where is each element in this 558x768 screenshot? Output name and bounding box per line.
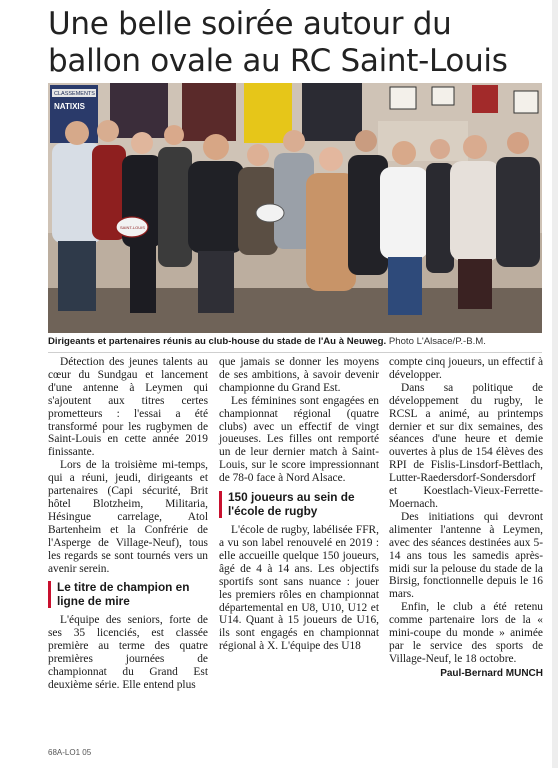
column-3 <box>389 356 543 681</box>
paragraph: L'équipe des seniors, forte de ses 35 licenciés, est classée première au terme des quatre premières journées de championnat du Grand Est deuxième série. Elle entend plus <box>48 614 208 691</box>
article-headline: Une belle soirée autour du ballon ovale au RC Saint-Louis <box>48 6 508 79</box>
ball-label: SAINT-LOUIS <box>120 225 145 230</box>
sponsor-banner-top: CLASSEMENTS <box>54 91 95 97</box>
sponsor-banner-name: NATIXIS <box>54 102 85 111</box>
paragraph: Des initiations qui devront alimenter l'antenne à Leymen, avec des séances destinées aux 5-14 ans tous les samedis après-midi sur la pelouse du stade de la Birsig, fonctionnelle depuis le 16 mars. <box>389 510 543 601</box>
paragraph: L'école de rugby, labélisée FFR, a vu son label renouvelé en 2019 : elle accueille quelque 150 joueurs, âgé de 4 à 14 ans. Les objectifs sportifs sont sans nuance : jouer les premiers rôles en championnat départemental en U8, U10, U12 et U14. Quant à 15 joueurs de U16, ils sont engagés en championnat régional à X. L'équipe des U18 <box>219 524 379 653</box>
paragraph: Les féminines sont engagées en championnat régional (quatre clubs) avec un effectif de vingt joueuses. Les filles ont remporté un de leur dernier match à Saint-Louis, sur le score impressionnant de 78-0 face à Nord Alsace. <box>219 394 379 485</box>
paragraph: compte cinq joueurs, un effectif à développer. <box>389 356 543 381</box>
subheading: 150 joueurs au sein de l'école de rugby <box>219 491 379 518</box>
page-code: 68A-LO1 05 <box>48 748 92 757</box>
subheading: Le titre de champion en ligne de mire <box>48 581 208 608</box>
paragraph: Détection des jeunes talents au cœur du Sundgau et lancement d'une antenne à Leymen qui s'ajoutent aux titres certes prometteurs : l'essai a été transformé pour les rugbymen de Saint-Louis en cette année 2019 finissante. <box>48 356 208 459</box>
caption-text: Dirigeants et partenaires réunis au club-house du stade de l'Au à Neuweg. <box>48 336 387 347</box>
paragraph: Lors de la troisième mi-temps, qui a réuni, jeudi, dirigeants et partenaires (Capi sécurité, Brit hôtel Blotzheim, Militaria, Hésingue carrelage, Atol Bartenheim et la Confrérie de l'Asperge de Village-Neuf), tous les regards se sont tournés vers un avenir serein. <box>48 459 208 575</box>
photo-credit: Photo L'Alsace/P.-B.M. <box>388 336 486 347</box>
paragraph: Dans sa politique de développement du rugby, le RCSL a animé, au printemps dernier et sur dix semaines, des séances d'une heure et demie ouvertes à plus de 154 élèves des RPI de Fislis-Linsdorf-Bettlach, Lutter-Raedersdorf-Sondersdorf et Koestlach-Vieux-Ferrette-Moernach. <box>389 381 543 510</box>
column-2 <box>219 356 379 653</box>
paragraph: que jamais se donner les moyens de ses ambitions, à savoir devenir championne du Grand Est. <box>219 356 379 394</box>
paragraph: Enfin, le club a été retenu comme partenaire lors de la « mini-coupe du monde » animée par le service des sports de Village-Neuf, le 18 octobre. <box>389 601 543 665</box>
page-edge-strip <box>552 0 558 768</box>
column-1 <box>48 356 208 692</box>
author-byline: Paul-Bernard MUNCH <box>440 667 543 679</box>
photo-caption <box>48 336 542 348</box>
group-photo <box>48 83 542 333</box>
caption-divider <box>48 352 542 353</box>
